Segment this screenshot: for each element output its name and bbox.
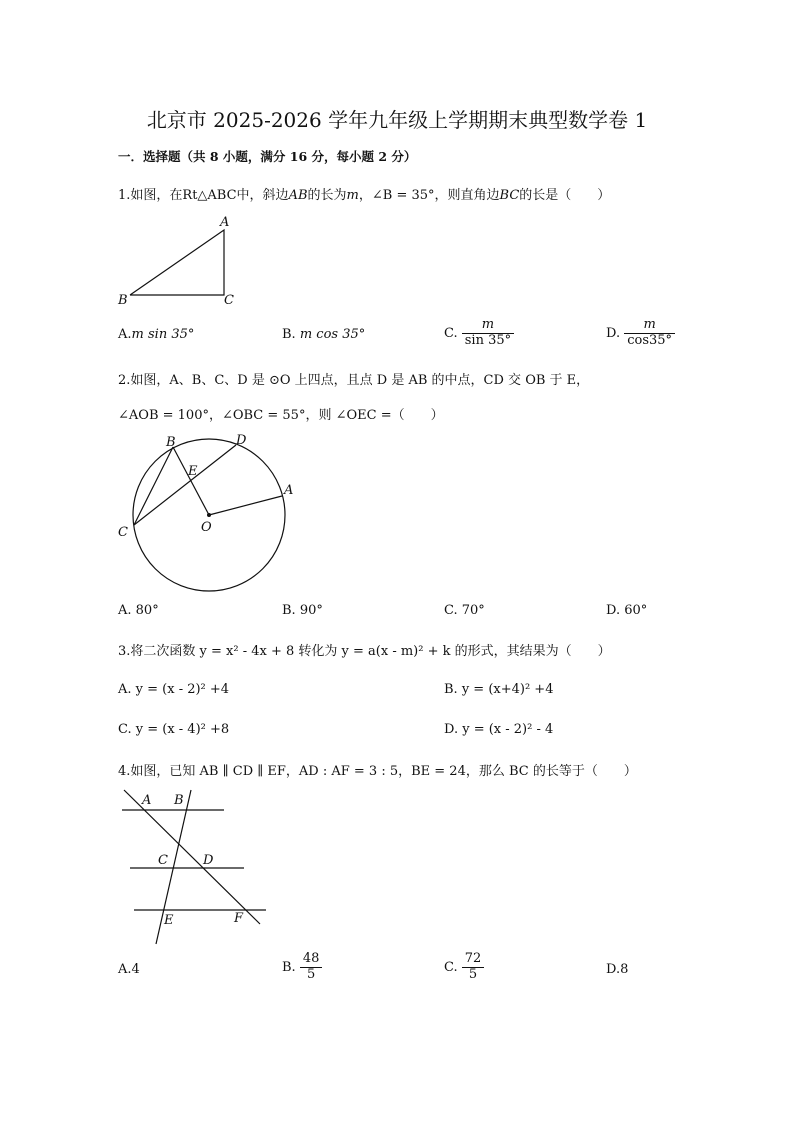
q3-option-a[interactable]: A. y = (x - 2)² +4 xyxy=(118,682,230,697)
q2-chord-cb xyxy=(134,447,173,525)
q2-label-a: A xyxy=(284,483,294,498)
q2-option-a[interactable]: A. 80° xyxy=(118,603,159,618)
q1-option-c-fraction: $\frac{m}{\sin 35^\circ}$ xyxy=(462,318,514,349)
q2-circle-figure xyxy=(110,428,310,598)
question-2-stem-line2: ∠AOB = 100°，∠OBC = 55°，则 ∠OEC =（ ） xyxy=(118,408,444,423)
q1-rt-abc: Rt△ABC xyxy=(182,188,237,203)
q4-label-f: F xyxy=(234,911,244,926)
q2-radius-oa xyxy=(209,496,282,515)
q1-option-d-fraction: $\frac{m}{\cos 35^\circ}$ xyxy=(624,318,675,349)
q3-option-b[interactable]: B. y = (x+4)² +4 xyxy=(444,682,554,697)
q4-label-b: B xyxy=(174,793,184,808)
q2-radius-ob xyxy=(173,447,209,515)
q1-angle-b: ∠B = 35° xyxy=(371,188,435,203)
q2-label-c: C xyxy=(118,525,128,540)
q2-option-d[interactable]: D. 60° xyxy=(606,603,648,618)
q1-option-b[interactable]: B. m cos 35° xyxy=(282,327,366,342)
q1-option-a[interactable]: A.m sin 35° xyxy=(118,327,195,342)
q1-label-b: B xyxy=(118,293,128,308)
q4-option-a[interactable]: A.4 xyxy=(118,962,140,977)
q1-triangle xyxy=(130,230,224,295)
q4-option-c-fraction: $\frac{72}{5}$ xyxy=(462,952,485,983)
q2-label-o: O xyxy=(201,520,212,535)
q1-option-d[interactable]: D. $\frac{m}{\cos 35^\circ}$ xyxy=(606,318,675,349)
section-heading: 一．选择题（共 8 小题，满分 16 分，每小题 2 分） xyxy=(118,149,417,164)
q2-label-e: E xyxy=(188,464,198,479)
q4-option-b[interactable]: B. $\frac{48}{5}$ xyxy=(282,952,322,983)
q4-label-a: A xyxy=(142,793,152,808)
q3-option-d[interactable]: D. y = (x - 2)² - 4 xyxy=(444,722,554,737)
q4-label-d: D xyxy=(203,853,214,868)
q4-option-b-fraction: $\frac{48}{5}$ xyxy=(300,952,323,983)
q1-label-a: A xyxy=(220,215,230,230)
q2-option-c[interactable]: C. 70° xyxy=(444,603,485,618)
q3-option-c[interactable]: C. y = (x - 4)² +8 xyxy=(118,722,230,737)
q2-center-point xyxy=(207,513,211,517)
q2-option-b[interactable]: B. 90° xyxy=(282,603,323,618)
q2-chord-cd xyxy=(134,445,236,525)
question-3-stem: 3.将二次函数 y = x² - 4x + 8 转化为 y = a(x - m)² + k 的形式，其结果为（ ） xyxy=(118,644,611,659)
q1-option-c[interactable]: C. $\frac{m}{\sin 35^\circ}$ xyxy=(444,318,514,349)
q4-label-c: C xyxy=(158,853,168,868)
q2-label-b: B xyxy=(166,435,176,450)
q4-label-e: E xyxy=(164,913,174,928)
q1-triangle-figure xyxy=(110,210,250,310)
question-4-stem: 4.如图，已知 AB ∥ CD ∥ EF，AD : AF = 3 : 5，BE = 24，那么 BC 的长等于（ ） xyxy=(118,764,637,779)
q4-parallel-lines-figure xyxy=(110,784,280,948)
q4-option-c[interactable]: C. $\frac{72}{5}$ xyxy=(444,952,484,983)
page-title: 北京市 2025-2026 学年九年级上学期期末典型数学卷 1 xyxy=(146,108,648,132)
q2-label-d: D xyxy=(236,433,247,448)
q1-label-c: C xyxy=(224,293,234,308)
question-1-stem: 1.如图，在Rt△ABC中，斜边AB的长为m，∠B = 35°，则直角边BC的长是（ ） xyxy=(118,188,611,203)
q4-option-d[interactable]: D.8 xyxy=(606,962,629,977)
question-2-stem-line1: 2.如图，A、B、C、D 是 ⊙O 上四点，且点 D 是 AB 的中点，CD 交 OB 于 E， xyxy=(118,373,590,388)
